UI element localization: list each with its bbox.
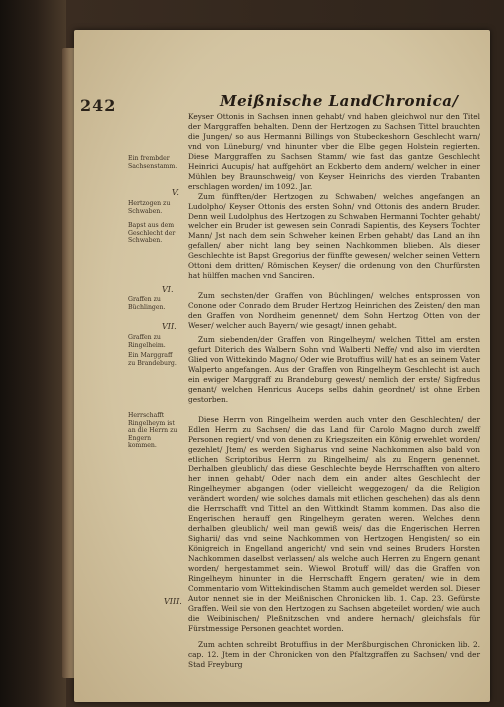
paragraph: Keyser Ottonis in Sachsen innen gehabt/ vnd haben gleichwol nur den Titel der Marggraffen behalten. Denn der Hertzogen zu Sachsen Tittel brauchten die Jungen/ so aus Hermanni Billings von Stubeckeshorn Geschlecht warn/ vnd von Lüneburg/ vnd hinunter vber die Elbe gegen Holstein regierten. Diese Marggraffen zu Sachsen Stamm/ wie fast das gantze Geschlecht Heinrici Aucupis/ hat auffgehört an Eckberto dem andern/ welcher in einer Mühlen bey Braunschweig/ von Keyser Heinrichs des vierden Trabanten erschlagen worden/ im 1092. Jar.: [188, 112, 480, 191]
margin-note-herrschafft: Herrschafft Ringelheym ist an die Herrn zu Engern kommen.: [128, 412, 178, 450]
section-number-5: V.: [172, 188, 179, 197]
paragraph: Zum achten schreibt Brotuffius in der Merßburgischen Chronicken lib. 2. cap. 12. Jtem in der Chronicken von den Pfaltzgraffen zu Sachsen/ vnd der Stad Freyburg: [188, 639, 480, 669]
book-spine: [0, 0, 66, 707]
margin-note-buechlingen: Graffen zu Büchlingen.: [128, 296, 166, 311]
section-number-8: VIII.: [164, 597, 182, 606]
margin-note-marggraff: Ein Marggraff zu Brandeburg.: [128, 352, 177, 367]
section-number-6: VI.: [162, 285, 174, 294]
paragraph: Zum sechsten/der Graffen von Büchlingen/ welches entsprossen von Conone oder Conrado dem Bruder Hertzog Heinrichen des Zeisten/ den man den Graffen von Nordheim genennet/ dem Sohn Hertzog Otten von der Weser/ welcher auch Bayern/ wie gesagt/ innen gehabt.: [188, 291, 480, 331]
margin-note-sachsenstamm: Ein frembder Sachsenstamm.: [128, 155, 178, 170]
page-number: 242: [80, 96, 117, 115]
paragraph: Zum fünfften/der Hertzogen zu Schwaben/ welches angefangen an Ludolpho/ Keyser Ottonis des ersten Sohn/ vnd Ottonis des andern Bruder. Denn weil Ludolphus des Hertzogen zu Schwaben Hermanni Tochter gehabt/ welcher ein Bruder ist gewesen sein Conradi Sapientis, des Keysers Tochter Mann/ Jst nach dem sein Schweher keinen Erben gehabt/ das Land an ihn gefallen/ aber nicht lang bey seinen Nachkommen blieben. Als dieser Geschlechte ist Bapst Gregorius der fünffte gewesen/ welcher seinen Vettern Ottoni dem dritten/ Römischen Keyser/ die ordenung von den Churfürsten hat hülffen machen vnd Sanciren.: [188, 191, 480, 281]
paragraph: Zum siebenden/der Graffen von Ringelheym/ welchen Tittel am ersten gefurt Diterich des Walbern Sohn vnd Walberti Neffe/ vnd also im vierdten Glied von Wittekindo Magno/ Oder wie Brotuffius will/ hat es an seinem Vater Walperto angefangen. Aus der Graffen von Ringelheym Geschlecht ist auch ein ewiger Marggraff zu Brandeburg gewest/ nemlich der erste/ Sigfredus genant/ welchen Henricus Auceps selbs dahin geordnet/ ist ohne Erben gestorben.: [188, 335, 480, 404]
margin-note-schwaben: Hertzogen zu Schwaben.: [128, 200, 171, 215]
section-number-7: VII.: [162, 322, 177, 331]
margin-note-bapst: Bapst aus dem Geschlecht der Schwaben.: [128, 222, 176, 245]
margin-note-ringelheim: Graffen zu Ringelheim.: [128, 334, 166, 349]
paragraph: Diese Herrn von Ringelheim werden auch vnter den Geschlechten/ der Edlen Herrn zu Sachsen/ die das Land für Carolo Magno durch zwelff Personen regiert/ vnd von denen zu Kriegszeiten ein König erwehlet worden/ gezehlet/ Jtem/ es werden Sigharus vnd seine Nachkommen also bald von etlichen Scriptoribus Herrn zu Ringelheim/ als zu Engern genennet. Derhalben gleublich/ das diese Geschlechte beyde Herrschafften von altero her innen gehabt/ Oder nach dem ein ander altes Geschlecht der Ringelheymer abgangen (oder vielleicht weggezogen/ da die Religion verändert worden/ wie solches damals mit etlichen geschehen) das als denn die Herrschafft vnd Tittel an den Wittkindt Stamm kommen. Das also die Engerischen herauff gen Ringelheym geraten weren. Welches denn derhalben gleublich/ weil man gewiß weis/ das die Engerischen Herren Sigharii/ das vnd seine Nachkommen von Hertzogen Hengisten/ so ein Königreich in Engelland angericht/ vnd sein vnd seines Bruders Horsten Nachkommen daselbst verlassen/ als welche auch Herren zu Engern genant worden/ hergestammet sein. Wiewol Brotuff will/ das die Graffen von Ringelheym hinunter in die Herrschafft Engern geraten/ wie in dem Commentario vom Wittekindischen Stamm auch gemeldet werden sol. Dieser Autor nennet sie in der Meißnischen Chronicken lib. 1. Cap. 23. Gefürste Graffen. Weil sie von den Hertzogen zu Sachsen abgeteilet worden/ wie auch die Weibinischen/ Pleßnitzschen vnd andere hernach/ gleichsfals für Fürstmessige Personen geachtet worden.: [188, 414, 480, 633]
running-head: Meißnische LandChronica/: [220, 92, 459, 110]
body-text: [188, 112, 480, 670]
